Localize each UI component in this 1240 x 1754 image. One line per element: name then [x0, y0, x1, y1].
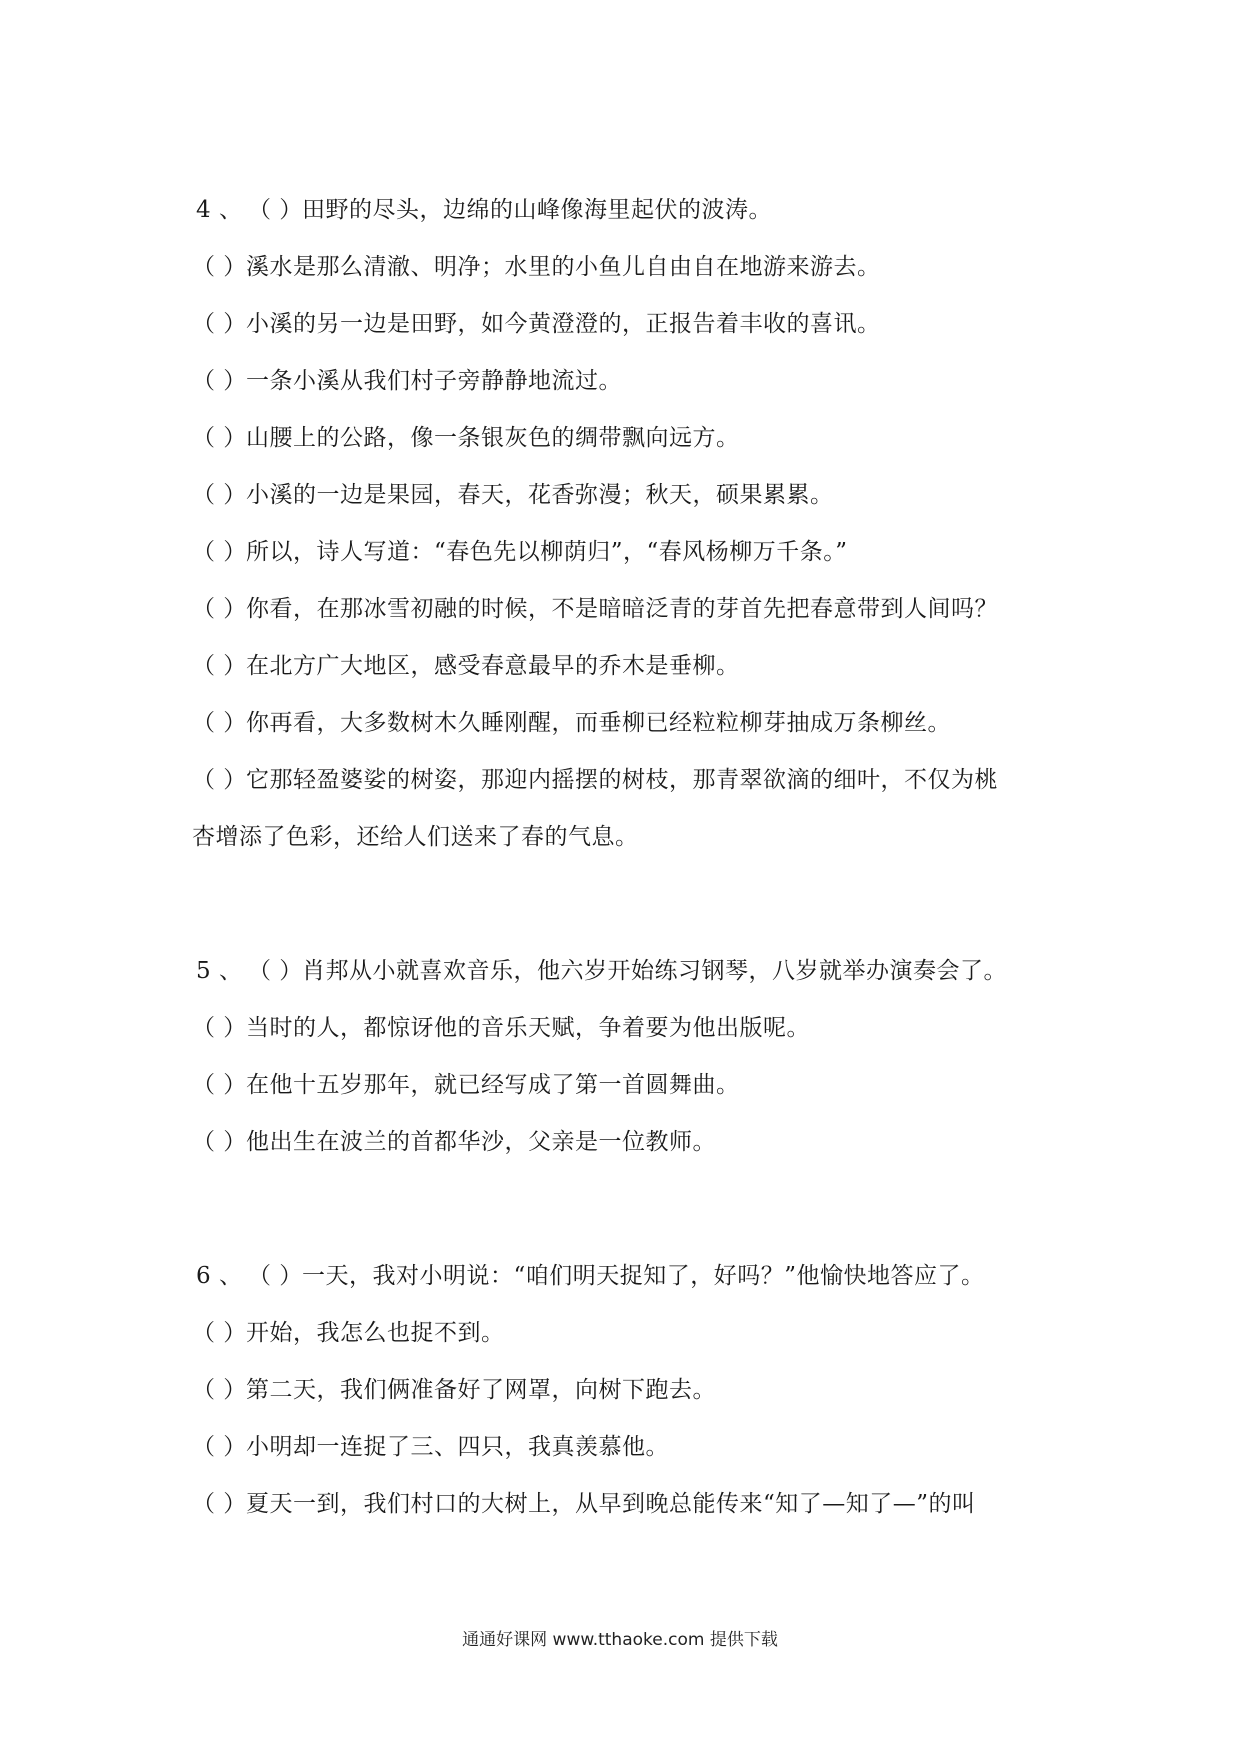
answer-blank[interactable]: （ ） — [192, 1434, 247, 1460]
sentence-continuation: 杏增添了色彩，还给人们送来了春的气息。 — [192, 824, 639, 850]
sentence-line — [192, 1362, 1072, 1419]
sentence-text: 田野的尽头，边绵的山峰像海里起伏的波涛。 — [302, 197, 772, 223]
answer-blank[interactable]: （ ） — [192, 425, 247, 451]
sentence-text: 小溪的另一边是田野，如今黄澄澄的，正报告着丰收的喜讯。 — [246, 311, 881, 337]
sentence-line — [192, 1476, 1072, 1533]
sentence-line — [192, 296, 1072, 353]
question-number: 4 、 — [196, 197, 243, 223]
question-4-line-1 — [192, 182, 1072, 239]
worksheet-content — [192, 182, 1072, 1533]
sentence-line — [192, 1305, 1072, 1362]
answer-blank[interactable]: （ ） — [192, 311, 247, 337]
sentence-line — [192, 581, 1072, 638]
answer-blank[interactable]: （ ） — [248, 958, 303, 984]
answer-blank[interactable]: （ ） — [192, 368, 247, 394]
sentence-text: 肖邦从小就喜欢音乐，他六岁开始练习钢琴，八岁就举办演奏会了。 — [302, 958, 1007, 984]
page-footer: 通通好课网 www.tthaoke.com 提供下载 — [462, 1630, 778, 1650]
answer-blank[interactable]: （ ） — [192, 1129, 247, 1155]
sentence-line — [192, 1057, 1072, 1114]
sentence-text: 在北方广大地区，感受春意最早的乔木是垂柳。 — [246, 653, 740, 679]
answer-blank[interactable]: （ ） — [192, 1377, 247, 1403]
question-5 — [192, 943, 1072, 1171]
sentence-line — [192, 638, 1072, 695]
sentence-line — [192, 1000, 1072, 1057]
question-6-line-1 — [192, 1248, 1072, 1305]
section-gap — [192, 1171, 1072, 1248]
question-number: 6 、 — [196, 1263, 243, 1289]
question-6 — [192, 1248, 1072, 1533]
answer-blank[interactable]: （ ） — [192, 1491, 247, 1517]
answer-blank[interactable]: （ ） — [192, 767, 247, 793]
answer-blank[interactable]: （ ） — [248, 1263, 303, 1289]
section-gap — [192, 866, 1072, 943]
sentence-text: 第二天，我们俩准备好了网罩，向树下跑去。 — [246, 1377, 716, 1403]
sentence-line — [192, 353, 1072, 410]
sentence-line — [192, 695, 1072, 752]
sentence-line — [192, 1419, 1072, 1476]
sentence-text: 你看，在那冰雪初融的时候，不是暗暗泛青的芽首先把春意带到人间吗？ — [246, 596, 998, 622]
sentence-line — [192, 239, 1072, 296]
answer-blank[interactable]: （ ） — [192, 1320, 247, 1346]
answer-blank[interactable]: （ ） — [192, 653, 247, 679]
question-number: 5 、 — [196, 958, 243, 984]
sentence-text: 你再看，大多数树木久睡刚醒，而垂柳已经粒粒柳芽抽成万条柳丝。 — [246, 710, 951, 736]
sentence-line — [192, 467, 1072, 524]
sentence-text: 夏天一到，我们村口的大树上，从早到晚总能传来“知了—知了—”的叫 — [246, 1491, 976, 1517]
sentence-text: 一条小溪从我们村子旁静静地流过。 — [246, 368, 622, 394]
sentence-text: 所以，诗人写道：“春色先以柳荫归”，“春风杨柳万千条。” — [246, 539, 848, 565]
sentence-text: 一天，我对小明说：“咱们明天捉知了，好吗？”他愉快地答应了。 — [302, 1263, 985, 1289]
answer-blank[interactable]: （ ） — [192, 539, 247, 565]
sentence-text: 在他十五岁那年，就已经写成了第一首圆舞曲。 — [246, 1072, 740, 1098]
answer-blank[interactable]: （ ） — [192, 482, 247, 508]
answer-blank[interactable]: （ ） — [192, 596, 247, 622]
sentence-line — [192, 752, 1072, 809]
answer-blank[interactable]: （ ） — [192, 1015, 247, 1041]
question-5-line-1 — [192, 943, 1072, 1000]
sentence-text: 它那轻盈婆娑的树姿，那迎内摇摆的树枝，那青翠欲滴的细叶，不仅为桃 — [246, 767, 998, 793]
sentence-text: 开始，我怎么也捉不到。 — [246, 1320, 505, 1346]
answer-blank[interactable]: （ ） — [248, 197, 303, 223]
sentence-text: 小明却一连捉了三、四只，我真羡慕他。 — [246, 1434, 669, 1460]
sentence-text: 他出生在波兰的首都华沙，父亲是一位教师。 — [246, 1129, 716, 1155]
sentence-line — [192, 524, 1072, 581]
sentence-line — [192, 410, 1072, 467]
sentence-text: 山腰上的公路，像一条银灰色的绸带飘向远方。 — [246, 425, 740, 451]
sentence-text: 当时的人，都惊讶他的音乐天赋，争着要为他出版呢。 — [246, 1015, 810, 1041]
sentence-line — [192, 1114, 1072, 1171]
answer-blank[interactable]: （ ） — [192, 1072, 247, 1098]
sentence-text: 小溪的一边是果园，春天，花香弥漫；秋天，硕果累累。 — [246, 482, 834, 508]
question-4 — [192, 182, 1072, 866]
sentence-text: 溪水是那么清澈、明净；水里的小鱼儿自由自在地游来游去。 — [246, 254, 881, 280]
answer-blank[interactable]: （ ） — [192, 710, 247, 736]
answer-blank[interactable]: （ ） — [192, 254, 247, 280]
